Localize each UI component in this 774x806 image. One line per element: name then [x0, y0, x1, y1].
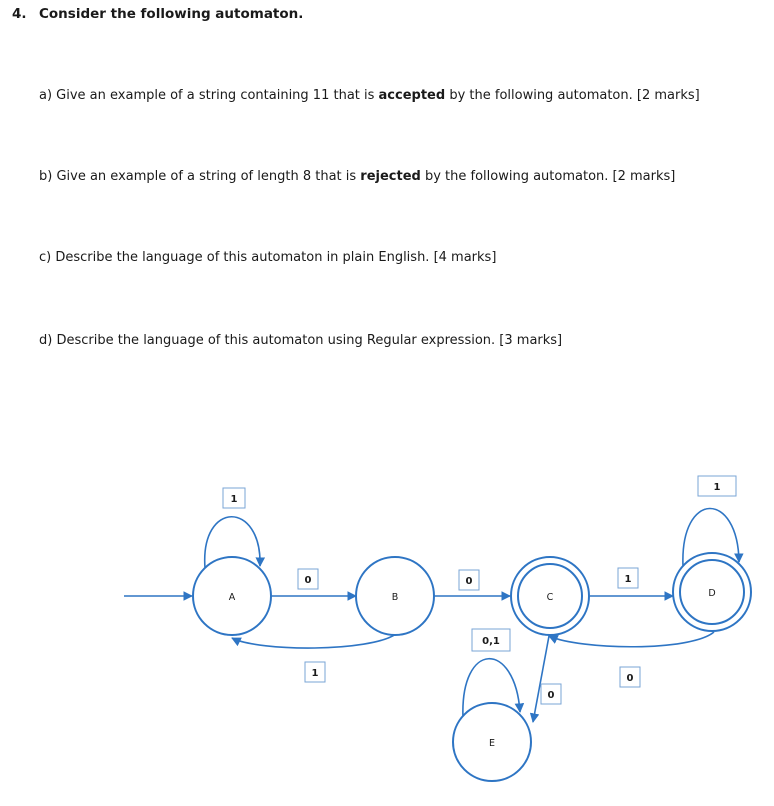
label-c-to-e [541, 684, 561, 704]
edge-c-to-e [533, 636, 549, 722]
label-d-loop [698, 476, 736, 496]
part-c-text: c) Describe the language of this automaton in plain English. [4 marks] [39, 250, 497, 265]
state-a-label: A [228, 592, 236, 603]
svg-text:0: 0 [304, 575, 312, 586]
state-d-accepting [673, 553, 751, 631]
label-b-to-c [459, 570, 479, 590]
svg-text:0,1: 0,1 [482, 636, 500, 647]
state-b-label: B [391, 592, 399, 603]
edge-d-to-c [549, 632, 714, 647]
state-a [193, 557, 271, 635]
label-a-loop [223, 488, 245, 508]
svg-text:0: 0 [547, 690, 555, 701]
question-title: Consider the following automaton. [39, 6, 304, 22]
part-a-suffix: by the following automaton. [2 marks] [445, 88, 700, 103]
svg-text:0: 0 [465, 576, 473, 587]
state-e-label: E [488, 738, 496, 749]
svg-text:1: 1 [230, 494, 238, 505]
state-c-label: C [546, 592, 554, 603]
part-b-emphasis: rejected [360, 169, 421, 184]
state-b [356, 557, 434, 635]
part-b-prefix: b) Give an example of a string of length 8 that is [39, 169, 361, 184]
state-e [453, 703, 531, 781]
label-b-to-a [305, 662, 325, 682]
label-e-loop [472, 629, 510, 651]
state-c-accepting [511, 557, 589, 635]
question-number: 4. [12, 6, 27, 22]
edge-b-to-a [232, 634, 396, 648]
state-d-label: D [708, 588, 716, 599]
svg-text:0: 0 [626, 673, 634, 684]
part-a-prefix: a) Give an example of a string containing 11 that is [39, 88, 379, 103]
svg-text:1: 1 [311, 668, 319, 679]
svg-text:1: 1 [713, 482, 721, 493]
part-d-text: d) Describe the language of this automaton using Regular expression. [3 marks] [39, 333, 563, 348]
part-b-suffix: by the following automaton. [2 marks] [420, 169, 676, 184]
svg-text:1: 1 [624, 574, 632, 585]
label-c-to-d [618, 568, 638, 588]
part-a-emphasis: accepted [378, 88, 446, 103]
label-a-to-b [298, 569, 318, 589]
label-d-to-c [620, 667, 640, 687]
